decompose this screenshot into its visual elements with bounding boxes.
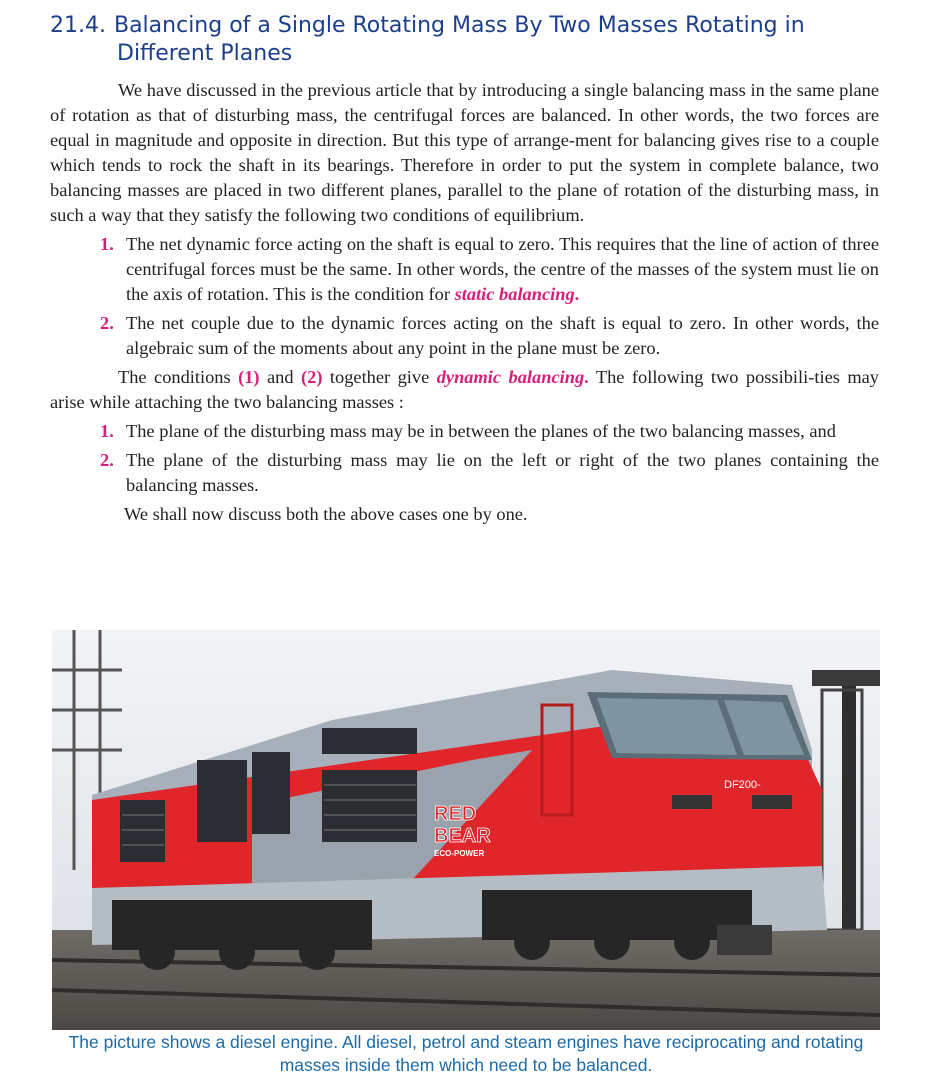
case-item-1 (100, 419, 879, 444)
figure-caption: The picture shows a diesel engine. All diesel, petrol and steam engines have reciprocating and rotating masses inside them which need to be balanced. (68, 1032, 864, 1075)
case-text: The plane of the disturbing mass may be in between the planes of the two balancing masses, and (126, 421, 836, 441)
equilibrium-conditions-list (50, 232, 879, 361)
condition-text: The net dynamic force acting on the shaft is equal to zero. This requires that the line of action of three centrifugal forces must be the same. In other words, the centre of the masses of the system must lie on the axis of rotation. This is the condition for (126, 234, 879, 304)
logo-line1: RED (434, 803, 477, 825)
text-run: together give (322, 367, 437, 387)
case-number: 1. (100, 421, 114, 441)
section-title-line1: Balancing of a Single Rotating Mass By Two Masses Rotating in (113, 13, 805, 38)
condition-item-2 (100, 311, 879, 361)
condition-number: 1. (100, 234, 114, 254)
condition-text: The net couple due to the dynamic forces acting on the shaft is equal to zero. In other words, the algebraic sum of the moments about any point in the plane must be zero. (126, 313, 879, 358)
intro-paragraph: We have discussed in the previous article that by introducing a single balancing mass in the same plane of rotation as that of disturbing mass, the centrifugal forces are balanced. In other words, the two forces are equal in magnitude and opposite in direction. But this type of arrange-ment for balancing gives rise to a couple which tends to rock the shaft in its bearings. Therefore in order to put the system in complete balance, two balancing masses are placed in two different planes, parallel to the plane of rotation of the disturbing mass, in such a way that they satisfy the following two conditions of equilibrium. (50, 80, 879, 225)
case-number: 2. (100, 450, 114, 470)
ref-condition-2: (2) (301, 367, 323, 387)
case-item-2 (100, 448, 879, 498)
diesel-locomotive-photo (52, 630, 880, 1030)
condition-end: . (574, 284, 580, 304)
dynamic-balancing-paragraph (50, 365, 879, 415)
case-text: The plane of the disturbing mass may lie on the left or right of the two planes containing the balancing masses. (126, 450, 879, 495)
dynamic-balancing-term: dynamic balancing (436, 367, 585, 387)
section-number: 21.4. (50, 13, 106, 38)
term-dot: . (584, 367, 589, 387)
closing-line: We shall now discuss both the above cases one by one. (124, 504, 528, 524)
logo-line2: BEAR (434, 825, 491, 847)
text-run: The following two possibili-ties may arise while attaching the two balancing masses : (50, 367, 879, 412)
condition-number: 2. (100, 313, 114, 333)
text-run: and (259, 367, 302, 387)
logo-line3: ECO-POWER (434, 849, 485, 858)
number-plate: DF200- (724, 779, 761, 791)
section-title-line2: Different Planes (117, 41, 293, 66)
possibilities-list (50, 419, 879, 498)
text-run: The conditions (118, 367, 239, 387)
condition-item-1 (100, 232, 879, 307)
ref-condition-1: (1) (238, 367, 260, 387)
static-balancing-term: static balancing (454, 284, 575, 304)
article-body (50, 78, 879, 527)
section-heading (50, 12, 890, 68)
